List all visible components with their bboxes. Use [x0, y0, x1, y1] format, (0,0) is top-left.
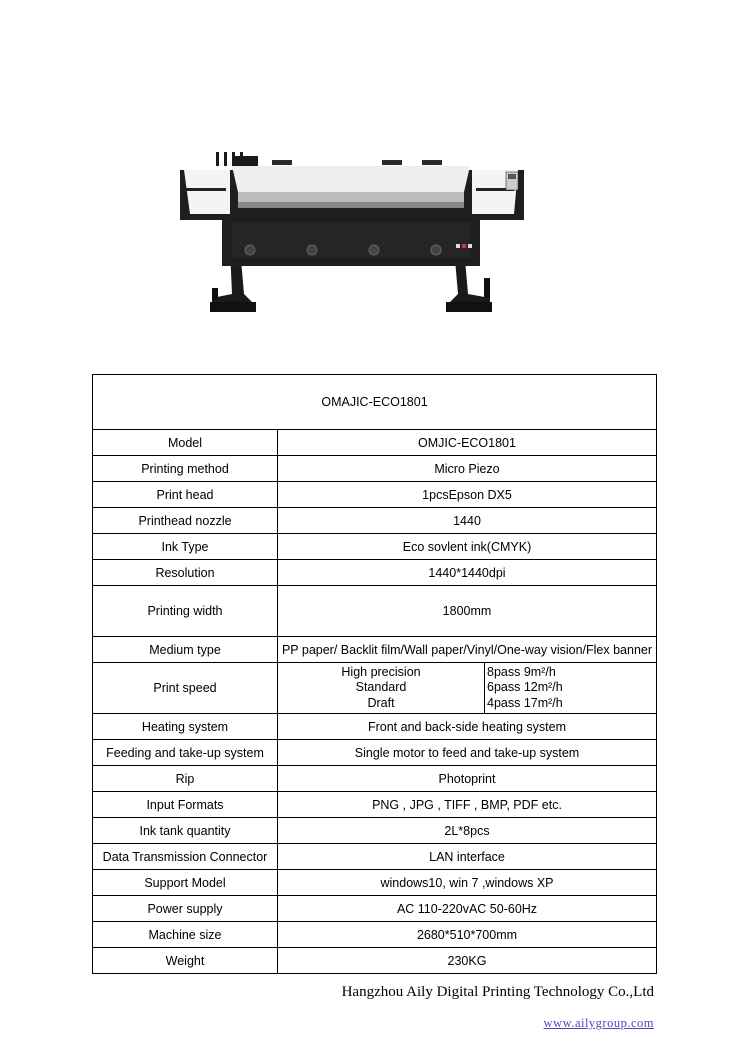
spec-label-resolution: Resolution	[93, 560, 278, 586]
print-speed-modes	[278, 663, 485, 713]
spec-label-ink-tank: Ink tank quantity	[93, 818, 278, 844]
spec-label-data-connector: Data Transmission Connector	[93, 844, 278, 870]
spec-value-printhead-nozzle: 1440	[278, 508, 657, 534]
table-row	[93, 792, 657, 818]
table-row	[93, 896, 657, 922]
spec-label-heating-system: Heating system	[93, 714, 278, 740]
table-row	[93, 508, 657, 534]
table-title: OMAJIC-ECO1801	[93, 375, 657, 430]
spec-label-input-formats: Input Formats	[93, 792, 278, 818]
spec-value-resolution: 1440*1440dpi	[278, 560, 657, 586]
spec-label-machine-size: Machine size	[93, 922, 278, 948]
spec-label-print-speed: Print speed	[93, 663, 278, 714]
speed-mode: High precision	[341, 664, 421, 679]
company-name: Hangzhou Aily Digital Printing Technology Co.,Ltd	[341, 984, 654, 1000]
printer-product-image	[172, 148, 532, 320]
table-row	[93, 560, 657, 586]
spec-value-medium-type: PP paper/ Backlit film/Wall paper/Vinyl/One-way vision/Flex banner	[278, 637, 657, 663]
speed-value: 6pass 12m²/h	[487, 680, 563, 695]
spec-label-printing-width: Printing width	[93, 586, 278, 637]
spec-value-rip: Photoprint	[278, 766, 657, 792]
spec-value-feeding: Single motor to feed and take-up system	[278, 740, 657, 766]
spec-label-feeding: Feeding and take-up system	[93, 740, 278, 766]
table-row	[93, 586, 657, 637]
spec-value-printing-method: Micro Piezo	[278, 456, 657, 482]
spec-value-support-model: windows10, win 7 ,windows XP	[278, 870, 657, 896]
spec-label-model: Model	[93, 430, 278, 456]
spec-label-print-head: Print head	[93, 482, 278, 508]
table-row	[93, 922, 657, 948]
spec-label-rip: Rip	[93, 766, 278, 792]
table-row	[93, 637, 657, 663]
spec-table	[92, 374, 657, 974]
table-row	[93, 714, 657, 740]
spec-label-medium-type: Medium type	[93, 637, 278, 663]
spec-value-power-supply: AC 110-220vAC 50-60Hz	[278, 896, 657, 922]
spec-value-weight: 230KG	[278, 948, 657, 974]
spec-label-weight: Weight	[93, 948, 278, 974]
speed-value: 8pass 9m²/h	[487, 664, 556, 679]
table-row	[93, 844, 657, 870]
table-row	[93, 430, 657, 456]
spec-value-heating-system: Front and back-side heating system	[278, 714, 657, 740]
speed-mode: Standard	[355, 680, 407, 695]
spec-label-printhead-nozzle: Printhead nozzle	[93, 508, 278, 534]
table-row	[93, 482, 657, 508]
spec-value-data-connector: LAN interface	[278, 844, 657, 870]
speed-mode: Draft	[367, 695, 395, 710]
spec-value-model: OMJIC-ECO1801	[278, 430, 657, 456]
spec-label-power-supply: Power supply	[93, 896, 278, 922]
spec-value-ink-type: Eco sovlent ink(CMYK)	[278, 534, 657, 560]
spec-value-print-head: 1pcsEpson DX5	[278, 482, 657, 508]
website-link[interactable]: www.ailygroup.com	[543, 1016, 654, 1030]
print-speed-values	[485, 663, 656, 713]
spec-label-printing-method: Printing method	[93, 456, 278, 482]
spec-value-input-formats: PNG , JPG , TIFF , BMP, PDF etc.	[278, 792, 657, 818]
table-row	[93, 663, 657, 714]
table-row	[93, 948, 657, 974]
table-row	[93, 766, 657, 792]
spec-value-ink-tank: 2L*8pcs	[278, 818, 657, 844]
spec-value-printing-width: 1800mm	[278, 586, 657, 637]
table-row	[93, 818, 657, 844]
table-row	[93, 456, 657, 482]
speed-value: 4pass 17m²/h	[487, 695, 563, 710]
table-row	[93, 870, 657, 896]
spec-label-ink-type: Ink Type	[93, 534, 278, 560]
spec-label-support-model: Support Model	[93, 870, 278, 896]
spec-value-machine-size: 2680*510*700mm	[278, 922, 657, 948]
spec-value-print-speed	[278, 663, 657, 714]
table-row	[93, 740, 657, 766]
table-row	[93, 534, 657, 560]
